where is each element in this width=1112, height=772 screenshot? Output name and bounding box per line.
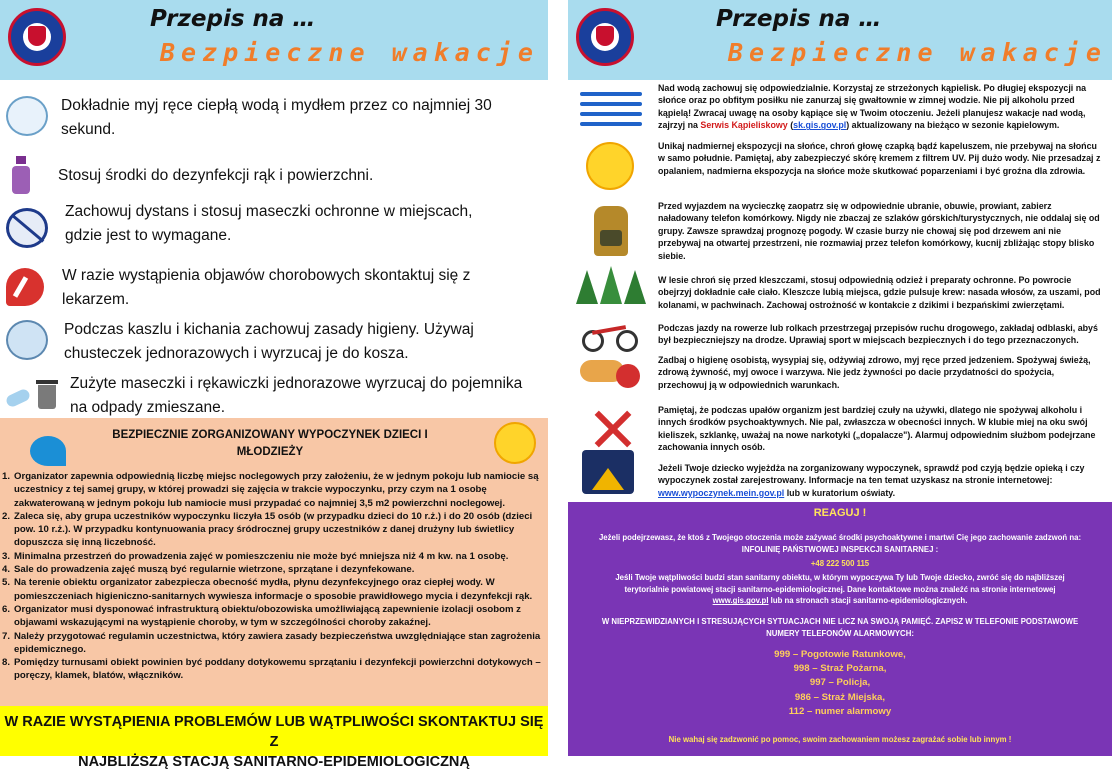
list-item: 3. Minimalna przestrzeń do prowadzenia zajęć w pomieszczeniu nie może być mniejsza niż 4 m kw. na 1 osobę. [2,550,509,562]
hand-wash-icon [6,96,48,136]
rule-row [0,154,548,198]
rule-row [0,316,548,370]
tip-text: Zadbaj o higienę osobistą, wysypiaj się, odżywiaj zdrowo, myj ręce przed jedzeniem. Spożywaj świeżą, zdrową żywność, myj owoce i warzywa. Nie jedz żywności po dacie przydatności do spożycia, przechowuj ją w odpowiednich warunkach. [658,355,1091,390]
rule-text: W razie wystąpienia objawów chorobowych skontaktuj się z lekarzem. [62,267,471,308]
rule-row [0,264,548,314]
smiling-sun-icon [494,422,536,464]
mask-icon [6,208,48,248]
emergency-numbers [568,648,1112,719]
list-item: 7. Należy przygotować regulamin uczestnictwa, który zawiera zasady bezpieczeństwa uwzględniające stan zagrożenia epidemicznego. [2,630,541,655]
rule-text: Zużyte maseczki i rękawiczki jednorazowe wyrzucaj do pojemnika na odpady zmieszane. [70,375,523,416]
section-title: BEZPIECZNIE ZORGANIZOWANY WYPOCZYNEK DZIECI I MŁODZIEŻY [112,429,428,458]
gis-link[interactable]: www.gis.gov.pl [712,596,769,606]
sun-icon [586,142,634,190]
react-section [568,502,1112,756]
backpack-icon [576,206,646,250]
title-line1: Przepis na … [150,6,316,32]
emergency-number: 999 – Pogotowie Ratunkowe, [774,649,906,660]
list-item: 6. Organizator musi dysponować infrastrukturą obiektu/obozowiska umożliwiającą zapewnienie izolacji osobom z objawami wskazującymi na wystąpienie choroby, w tym w szczególności choroby zakaźnej. [2,603,521,629]
title-line2: Bezpieczne wakacje [160,38,539,67]
emergency-number: 986 – Straż Miejska, [794,691,886,703]
rule-text: Zachowuj dystans i stosuj maseczki ochronne w miejscach, gdzie jest to wymagane. [65,203,473,244]
tip-text: Nad wodą zachowuj się odpowiedzialnie. Korzystaj ze strzeżonych kąpielisk. Po długiej ekspozycji na słońce oraz po obfitym posiłku nie zanurzaj się gwałtownie w zimnej wodzie. Nie pij alkoholu przed kąpielą! Zwracaj uwagę na osoby kąpiące się w Twoim otoczeniu. Jeżeli planujesz wakacje nad wodą, zajrzyj na Serwis Kąpieliskowy (sk.gis.gov.pl) aktualizowany na bieżąco w sezonie kąpielowym. [658,83,1087,131]
rule-row [0,200,548,254]
react-heading: REAGUJ ! [813,507,867,519]
contact-alert-banner [0,706,548,770]
emergency-paragraph: W NIEPRZEWIDZIANYCH I STRESUJĄCYCH SYTUACJACH NIE LICZ NA SWOJĄ PAMIĘĆ. ZAPISZ W TELEFONIE PODSTAWOWE NUMERY TELEFONÓW ALARMOWYCH: [601,617,1079,638]
disinfectant-spray-icon [6,156,40,196]
gis-seal-logo [8,8,66,66]
tip-row [568,272,1112,322]
right-poster [568,0,1112,756]
sanitary-paragraph: Jeśli Twoje wątpliwości budzi stan sanitarny obiektu, w którym wypoczywa Ty lub Twoje dziecko, zwróć się do najbliższej terytorialnie powiatowej stacji sanitarno-epidemiologicznej. Dane kontaktowe można znaleźć na stronie internetowej www.gis.gov.pl lub na stronach stacji sanitarno-epidemiologicznych. [615,573,1065,606]
header [568,0,1112,80]
organized-holidays-section [0,418,548,706]
sk-gis-link[interactable]: sk.gis.gov.pl [793,120,847,131]
tip-text: Jeżeli Twoje dziecko wyjeżdża na zorganizowany wypoczynek, sprawdź pod czyją będzie opieką i czy wypoczynek został zarejestrowany. Informacje na ten temat uzyskasz na stronie internetowej: www.wypoczynek.mein.gov.pl lub w kuratorium oświaty. [658,463,1085,498]
alert-line: NAJBLIŻSZĄ STACJĄ SANITARNO-EPIDEMIOLOGICZNĄ [78,754,470,770]
report-paragraph: Jeżeli podejrzewasz, że ktoś z Twojego otoczenia może zażywać środki psychoaktywne i martwi Cię jego zachowanie zadzwoń na: [598,533,1082,542]
rule-row [0,372,548,416]
list-item: 2. Zaleca się, aby grupa uczestników wypoczynku liczyła 15 osób (w przypadku dzieci do 10 r.ż.) i do 20 osób (dzieci pow. 10 r.ż.). W przypadku kontynuowania pracy śródrocznej grupy uczestników z danej drużyny lub świetlicy dopuszcza się inną liczebność. [2,510,533,549]
tip-row [568,198,1112,264]
title-line2: Bezpieczne wakacje [728,38,1107,67]
left-poster [0,0,548,770]
list-item: 4. Sale do prowadzenia zajęć muszą być regularnie wietrzone, sprzątane i dezynfekowane. [2,564,415,576]
tip-row [568,352,1112,402]
tip-row [568,320,1112,352]
list-item: 1. Organizator zapewnia odpowiednią liczbę miejsc noclegowych przy założeniu, że w jednym pokoju lub namiocie są uczestnicy z tej samej grupy, w której prowadzi się zajęcia w trakcie wypoczynku, przy czym na 1 osobę zakwaterowaną w jednym pokoju lub namiocie musi przypadać co najmniej 3,5 m2 powierzchni noclegowej. [2,471,539,509]
tip-text: W lesie chroń się przed kleszczami, stosuj odpowiednią odzież i preparaty ochronne. Po powrocie obejrzyj dokładnie całe ciało. Kleszcze lubią miejsca, gdzie pulsuje krew: nasada włosów, za uszami, pod kolanami, w pachwinach. Zachowaj ostrożność w kontakcie z dzikimi i bezpańskimi zwierzętami. [658,275,1101,310]
tip-row [568,80,1112,136]
wypoczynek-link[interactable]: www.wypoczynek.mein.gov.pl [658,487,785,498]
no-alcohol-icon [576,406,646,450]
header [0,0,548,80]
forest-icon [576,266,646,310]
tip-text: Podczas jazdy na rowerze lub rolkach przestrzegaj przepisów ruchu drogowego, zakładaj odblaski, abyś był bezpieczniejszy na drodze. Uprawiaj sport w miejscach bezpiecznych i do tego przeznaczonych. [658,323,1098,346]
rule-text: Dokładnie myj ręce ciepłą wodą i mydłem przez co najmniej 30 sekund. [61,97,492,138]
trash-bin-icon [6,378,62,418]
thermometer-icon [6,268,44,306]
emergency-number: 998 – Straż Pożarna, [793,663,887,675]
food-icon [576,352,646,396]
rules-list [2,470,546,683]
alert-line: W RAZIE WYSTĄPIENIA PROBLEMÓW LUB WĄTPLIWOŚCI SKONTAKTUJ SIĘ Z [4,714,544,750]
gis-seal-logo [576,8,634,66]
hotline-label: INFOLINIĘ PAŃSTWOWEJ INSPEKCJI SANITARNEJ : [741,545,939,554]
list-item: 8. Pomiędzy turnusami obiekt powinien być poddany dotykowemu sprzątaniu i dezynfekcji powierzchni dotykowych – poręczy, klamek, blatów, włączników. [2,657,541,682]
rule-row [0,92,548,144]
emergency-number: 997 – Policja, [809,677,871,689]
title-line1: Przepis na … [716,6,882,32]
tip-text: Pamiętaj, że podczas upałów organizm jest bardziej czuły na używki, dlatego nie spożywaj alkoholu i innych środków psychoaktywnych. Nie pal, zwłaszcza w obecności innych. W klubie miej na oku swój kieliszek, szklankę, uważaj na nowe narkotyki („dopalacze"). Alarmuj odpowiednim służbom podejrzane zachowania innych osób. [658,405,1096,453]
tent-icon [582,450,634,494]
water-waves-icon [576,88,646,132]
tip-text: Unikaj nadmiernej ekspozycji na słońce, chroń głowę czapką bądź kapeluszem, nie przebywaj na słońcu w samo południe. Pamiętaj, aby zabezpieczyć skórę kremem z filtrem UV. Pij dużo wody. Nie przesadzaj z opalaniem, nadmierna ekspozycja na słońce może skutkować poparzeniami i być groźna dla zdrowia. [658,141,1101,176]
tip-row [568,460,1112,502]
tip-row [568,138,1112,194]
emergency-number: 112 – numer alarmowy [788,705,892,717]
wave-icon [30,436,66,466]
footer-note: Nie wahaj się zadzwonić po pomoc, swoim zachowaniem możesz zagrażać sobie lub innym ! [668,735,1012,744]
cough-icon [6,320,48,360]
tip-text: Przed wyjazdem na wycieczkę zaopatrz się w odpowiednie ubranie, obuwie, prowiant, zabierz naładowany telefon komórkowy. Nigdy nie zbaczaj ze szlaków górskich/turystycznych, nie oddalaj się od grupy. Zawsze sprawdzaj prognozę pogody. W czasie burzy nie chowaj się pod drzewem ani nie przebywaj na otwartej przestrzeni, nie rozmawiaj przez telefon komórkowy, kucnij zbliżając stopy blisko siebie. [658,201,1100,261]
kapieliska-service-link[interactable]: Serwis Kąpieliskowy [700,120,788,131]
hotline-phone[interactable]: +48 222 500 115 [810,559,870,568]
rule-text: Stosuj środki do dezynfekcji rąk i powierzchni. [58,167,374,184]
list-item: 5. Na terenie obiektu organizator zabezpiecza obecność mydła, płynu dezynfekcyjnego oraz ciepłej wody. W pomieszczeniach higieniczno-sanitarnych wywiesza informacje o sposobie prawidłowego mycia i dezynfekcji rąk. [2,577,533,602]
tip-row [568,402,1112,458]
rule-text: Podczas kaszlu i kichania zachowuj zasady higieny. Używaj chusteczek jednorazowych i wyrzucaj je do kosza. [64,321,474,362]
